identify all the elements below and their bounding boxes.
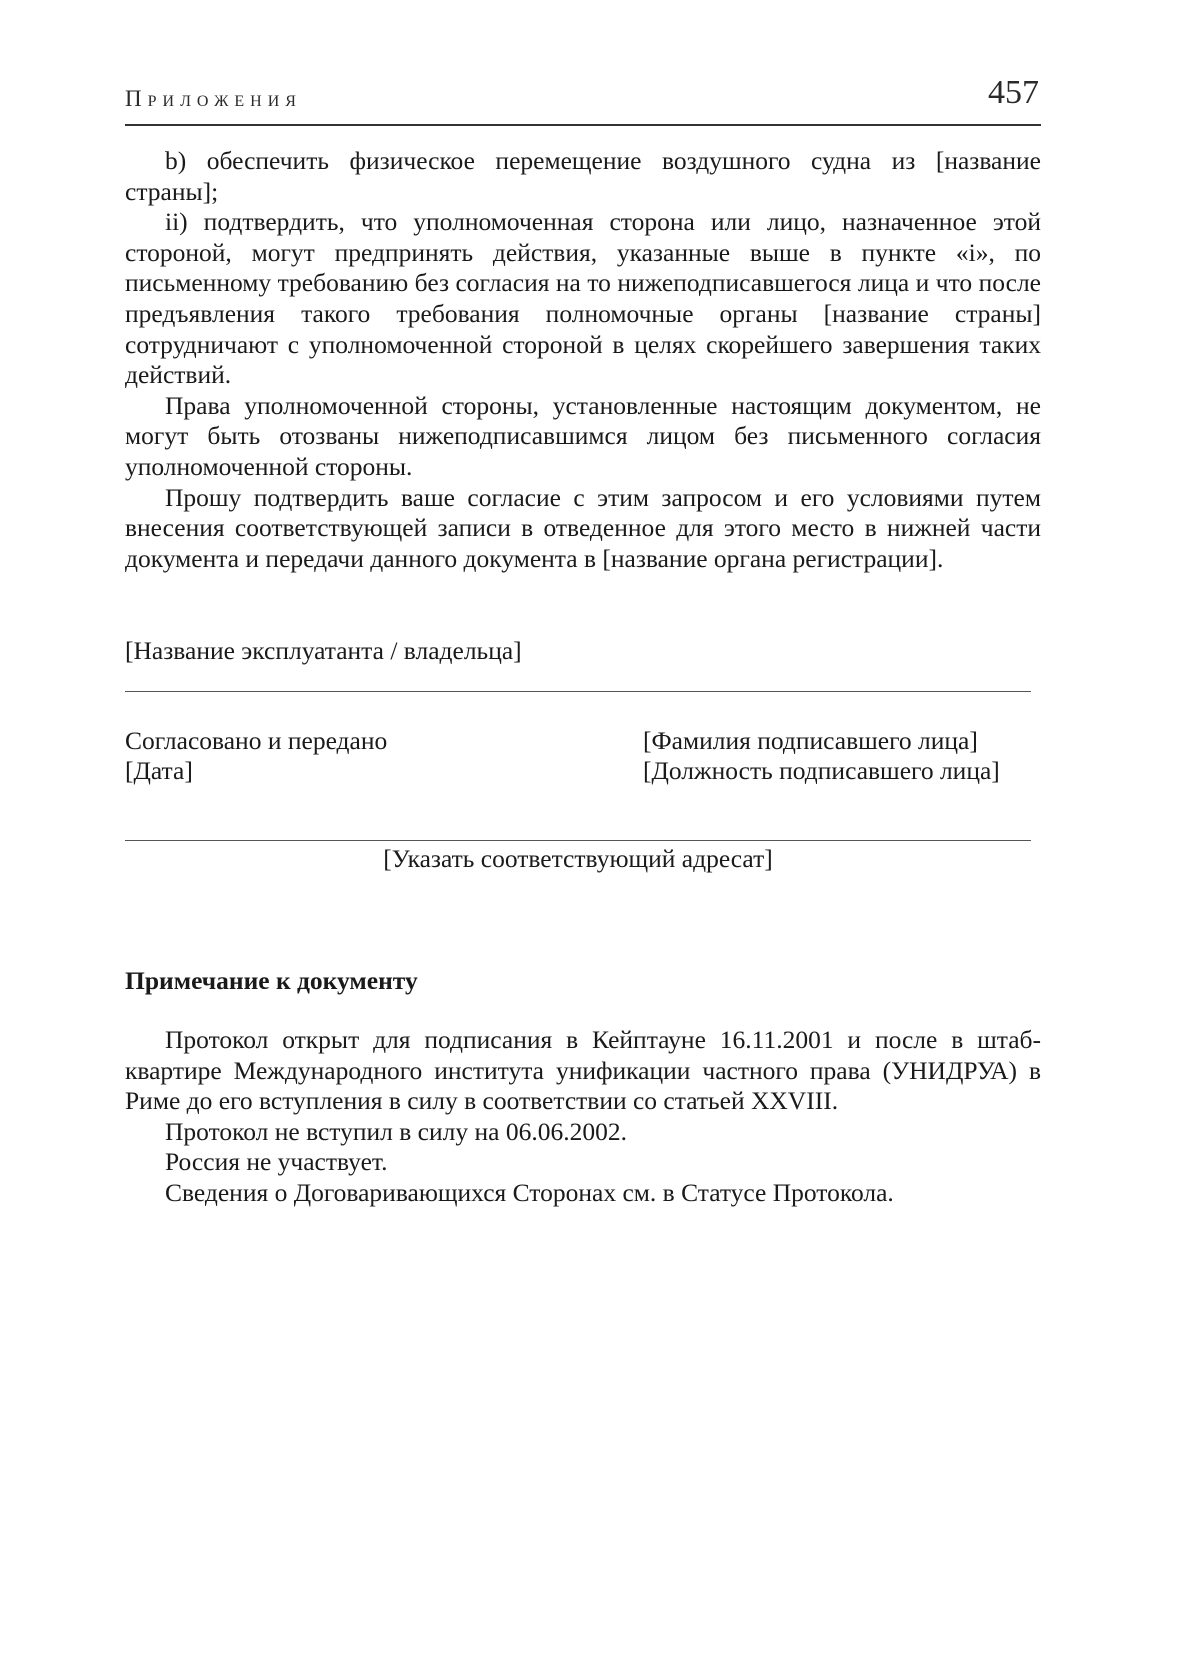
note-paragraph: Сведения о Договаривающихся Сторонах см. в Статусе Протокола. bbox=[165, 1177, 894, 1207]
section-title: Приложения bbox=[125, 86, 302, 111]
note-heading: Примечание к документу bbox=[125, 966, 418, 995]
note-paragraph: Протокол не вступил в силу на 06.06.2002. bbox=[165, 1116, 627, 1146]
agreed-label: Согласовано и передано bbox=[125, 726, 388, 755]
addressee: [Указать соответствующий адресат] bbox=[383, 844, 773, 873]
operator-name: [Название эксплуатанта / владельца] bbox=[125, 636, 522, 665]
body-paragraph: ii) подтвердить, что уполномоченная сторона или лицо, назначенное этой стороной, могут предпринять действия, указанные выше в пункте «i», по письменному требованию без согласия на то нижеподписавшегося лица и что после предъявления такого требования полномочные органы [название страны] сотрудничают с уполномоченной стороной в целях скорейшего завершения таких действий. bbox=[125, 207, 1041, 390]
body-text bbox=[125, 146, 1041, 574]
body-paragraph: b) обеспечить физическое перемещение воздушного судна из [название страны]; bbox=[125, 146, 1041, 206]
signature-rule bbox=[125, 691, 1031, 692]
body-paragraph: Прошу подтвердить ваше согласие с этим запросом и его условиями путем внесения соответствующей записи в отведенное для этого место в нижней части документа и передачи данного документа в [название органа регистрации]. bbox=[125, 482, 1041, 573]
date-label: [Дата] bbox=[125, 756, 193, 785]
page-number: 457 bbox=[988, 74, 1039, 111]
signature-right-column bbox=[643, 726, 1000, 786]
signer-name: [Фамилия подписавшего лица] bbox=[643, 726, 978, 755]
note-paragraph: Протокол открыт для подписания в Кейптауне 16.11.2001 и после в штаб-квартире Международного института унификации частного права (УНИДРУА) в Риме до его вступления в силу в соответствии со статьей XXVIII. bbox=[125, 1025, 1041, 1116]
signature-left-column bbox=[125, 726, 387, 786]
note-text bbox=[125, 1025, 1041, 1209]
signer-position: [Должность подписавшего лица] bbox=[643, 756, 1000, 785]
running-head bbox=[125, 70, 1041, 126]
addressee-rule bbox=[125, 840, 1031, 841]
note-paragraph: Россия не участвует. bbox=[165, 1147, 388, 1177]
body-paragraph: Права уполномоченной стороны, установленные настоящим документом, не могут быть отозваны нижеподписавшимся лицом без письменного согласия уполномоченной стороны. bbox=[125, 390, 1041, 481]
